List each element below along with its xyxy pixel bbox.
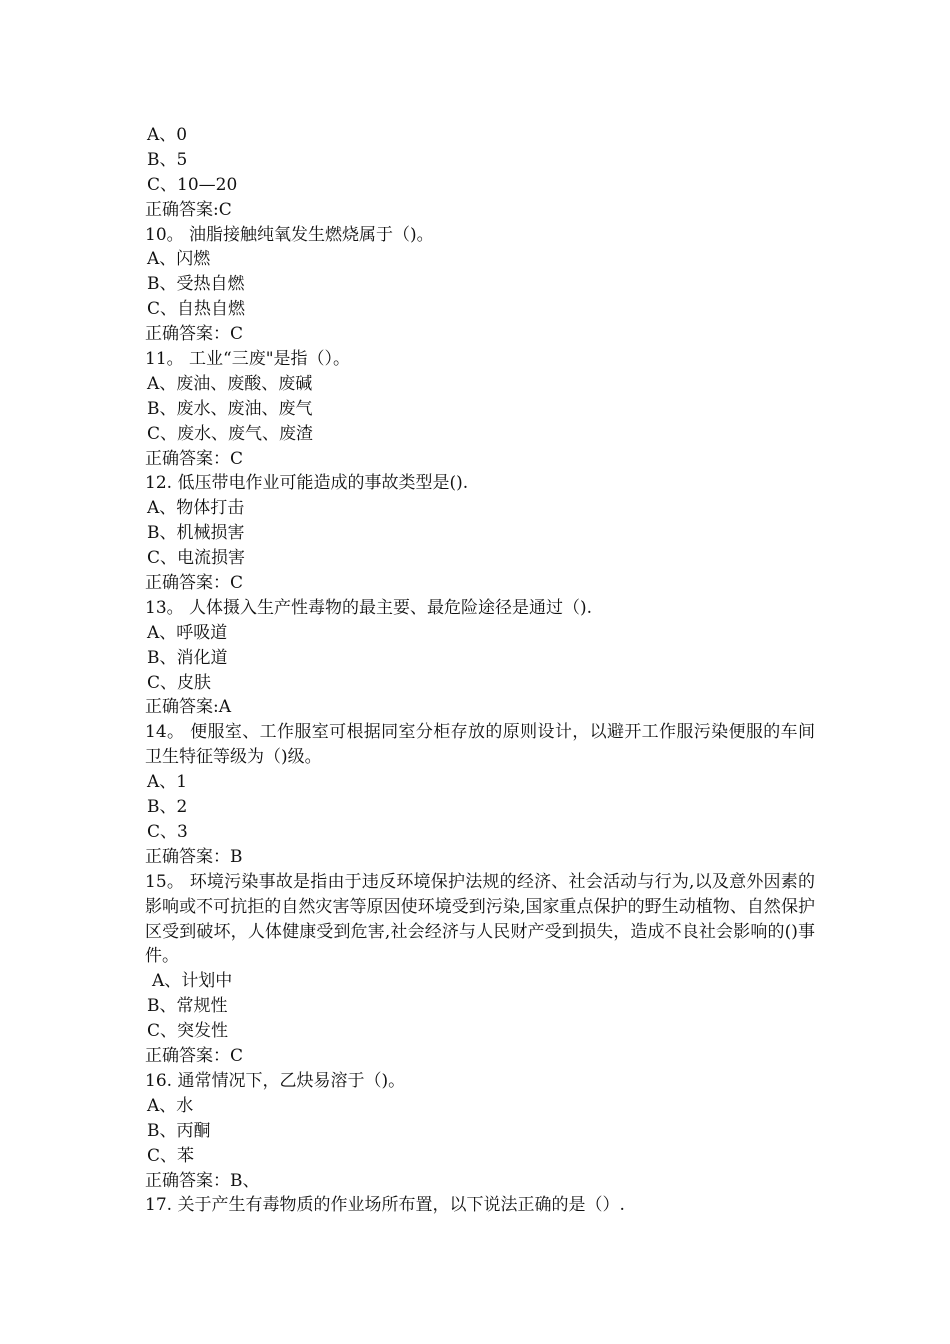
option-c: C、10—20 — [147, 174, 238, 195]
option-a: A、水 — [147, 1095, 194, 1116]
question-12: 12. 低压带电作业可能造成的事故类型是(). — [145, 473, 469, 494]
option-b: B、丙酮 — [147, 1120, 211, 1141]
answer-line: 正确答案:C — [145, 199, 232, 220]
option-b: B、消化道 — [147, 647, 228, 668]
document-body — [145, 123, 815, 1218]
option-b: B、受热自燃 — [147, 274, 245, 295]
answer-line: 正确答案：C — [145, 1046, 244, 1067]
option-c: C、废水、废气、废渣 — [147, 423, 314, 444]
option-a: A、计划中 — [152, 971, 233, 992]
option-a: A、呼吸道 — [147, 622, 228, 643]
option-c: C、自热自燃 — [147, 299, 246, 320]
option-b: B、机械损害 — [147, 523, 245, 544]
option-a: A、1 — [147, 772, 188, 793]
option-a: A、闪燃 — [147, 249, 211, 270]
answer-line: 正确答案：C — [145, 448, 244, 469]
answer-line: 正确答案：B、 — [145, 1170, 260, 1191]
question-17: 17. 关于产生有毒物质的作业场所布置，以下说法正确的是（）. — [145, 1195, 625, 1216]
answer-line: 正确答案：C — [145, 324, 244, 345]
option-c: C、苯 — [147, 1145, 195, 1166]
option-b: B、常规性 — [147, 996, 228, 1017]
option-a: A、物体打击 — [147, 498, 245, 519]
question-16: 16. 通常情况下，乙炔易溶于（)。 — [145, 1070, 406, 1091]
option-a: A、0 — [147, 125, 188, 145]
answer-line: 正确答案：C — [145, 573, 244, 594]
question-14: 14。 便服室、工作服室可根据同室分柜存放的原则设计，以避开工作服污染便服的车间卫生特征等级为（)级。 — [145, 722, 815, 768]
option-b: B、废水、废油、废气 — [147, 398, 313, 419]
question-15: 15。 环境污染事故是指由于违反环境保护法规的经济、社会活动与行为,以及意外因素的影响或不可抗拒的自然灾害等原因使环境受到污染,国家重点保护的野生动植物、自然保护区受到破坏，人体健康受到危害,社会经济与人民财产受到损失，造成不良社会影响的()事件。 — [145, 871, 815, 967]
option-c: C、皮肤 — [147, 672, 212, 693]
option-b: B、5 — [147, 149, 188, 170]
option-c: C、突发性 — [147, 1021, 229, 1042]
option-a: A、废油、废酸、废碱 — [147, 373, 313, 394]
question-10: 10。 油脂接触纯氧发生燃烧属于（)。 — [145, 224, 434, 245]
answer-line: 正确答案：B — [145, 846, 243, 867]
option-b: B、2 — [147, 797, 188, 818]
question-11: 11。 工业“三废"是指（）。 — [145, 349, 351, 370]
answer-line: 正确答案:A — [145, 697, 232, 718]
question-13: 13。 人体摄入生产性毒物的最主要、最危险途径是通过（). — [145, 597, 593, 618]
option-c: C、3 — [147, 821, 188, 842]
option-c: C、电流损害 — [147, 548, 246, 569]
